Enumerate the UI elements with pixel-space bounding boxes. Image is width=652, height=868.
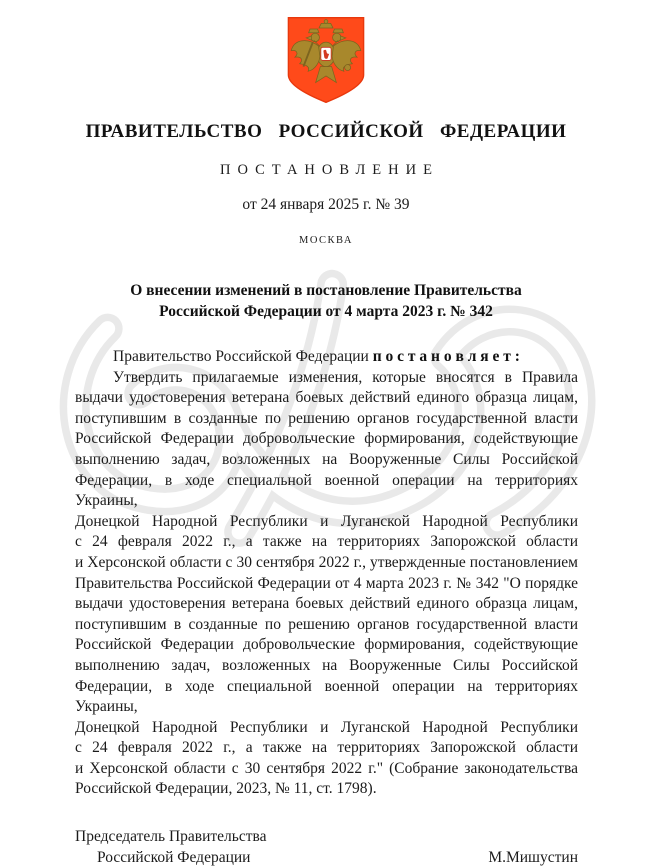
decree-document-page — [0, 14, 652, 867]
signer-post-line1: Председатель Правительства — [75, 828, 267, 846]
body-text-line: с 24 февраля 2022 г., а также на территориях Запорожской области — [75, 533, 578, 551]
decree-body — [75, 347, 578, 800]
body-text-line: с 24 февраля 2022 г., а также на территориях Запорожской области — [75, 739, 578, 757]
signer-name: М.Мишустин — [488, 849, 578, 867]
body-text-line: и Херсонской области с 30 сентября 2022 г., утвержденные постановлением — [75, 553, 578, 571]
resolves-word: п о с т а н о в л я е т : — [372, 348, 520, 365]
body-text-line: выполнению задач, возложенных на Вооруженные Силы Российской — [75, 656, 578, 674]
body-text-line: Федерации, в ходе специальной военной операции на территориях Украины, — [75, 471, 578, 510]
body-text-line: Российской Федерации добровольческие формирования, содействующие — [75, 636, 578, 654]
body-text-line: выполнению задач, возложенных на Вооруженные Силы Российской — [75, 450, 578, 468]
decree-subject-line1: О внесении изменений в постановление Правительства — [130, 282, 522, 299]
body-text-line: Донецкой Народной Республики и Луганской Народной Республики — [75, 512, 578, 530]
signature-block — [75, 826, 578, 868]
signer-post-line2: Российской Федерации — [97, 849, 251, 867]
body-text-line: Утвердить прилагаемые изменения, которые вносятся в Правила — [113, 368, 578, 386]
body-text-line: Российской Федерации, 2023, № 11, ст. 1798). — [75, 780, 377, 798]
resolves-prefix: Правительство Российской Федерации — [113, 348, 373, 365]
body-text-line: выдачи удостоверения ветерана боевых действий единого образца лицам, — [75, 595, 578, 613]
decree-subject-line2: Российской Федерации от 4 марта 2023 г. № 342 — [159, 302, 493, 320]
decree-subject-title — [0, 281, 652, 322]
resolves-line — [75, 347, 578, 368]
government-org-title: ПРАВИТЕЛЬСТВО РОССИЙСКОЙ ФЕДЕРАЦИИ — [85, 121, 567, 142]
decree-main-paragraph — [75, 368, 578, 800]
body-text-line: и Херсонской области с 30 сентября 2022 г." (Собрание законодательства — [75, 759, 578, 777]
document-date-number: от 24 января 2025 г. № 39 — [242, 196, 410, 213]
body-text-line: поступившим в созданные по решению органов государственной власти — [75, 615, 578, 633]
document-city: МОСКВА — [299, 235, 353, 246]
document-type-heading: ПОСТАНОВЛЕНИЕ — [220, 162, 439, 178]
russia-coat-of-arms-icon — [279, 14, 373, 106]
body-text-line: Правительства Российской Федерации от 4 марта 2023 г. № 342 "О порядке — [75, 574, 578, 592]
body-text-line: Донецкой Народной Республики и Луганской Народной Республики — [75, 718, 578, 736]
signer-post — [75, 826, 267, 868]
body-text-line: Российской Федерации добровольческие формирования, содействующие — [75, 430, 578, 448]
body-text-line: выдачи удостоверения ветерана боевых действий единого образца лицам, — [75, 389, 578, 407]
body-text-line: Федерации, в ходе специальной военной операции на территориях Украины, — [75, 677, 578, 716]
body-text-line: поступившим в созданные по решению органов государственной власти — [75, 409, 578, 427]
